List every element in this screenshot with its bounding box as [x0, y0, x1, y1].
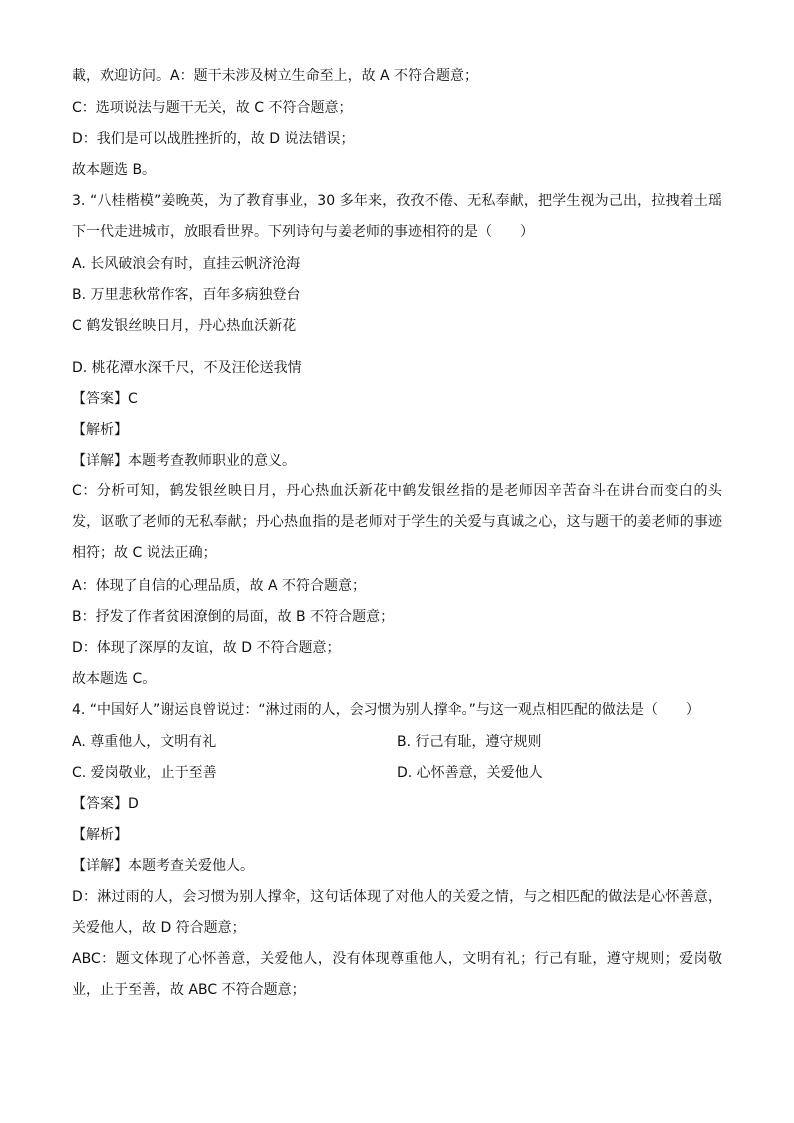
- question-3-detail: 【详解】本题考查教师职业的意义。: [72, 453, 296, 469]
- question-4-detail: 【详解】本题考查关爱他人。: [72, 858, 254, 874]
- text-line: C：选项说法与题干无关，故 C 不符合题意；: [72, 100, 353, 116]
- question-4-stem: 4. “中国好人”谢运良曾说过：“淋过雨的人，会习惯为别人撑伞。”与这一观点相匹配的做法是（ ）: [72, 702, 700, 718]
- text-line: D：我们是可以战胜挫折的，故 D 说法错误；: [72, 131, 355, 147]
- question-3-answer: 【答案】C: [72, 391, 138, 407]
- text-line: 故本题选 B。: [72, 162, 157, 178]
- question-3-option-c: C 鹤发银丝映日月，丹心热血沃新花: [72, 318, 297, 334]
- question-4-option-d: D. 心怀善意，关爱他人: [397, 765, 543, 781]
- question-3-option-d: D. 桃花潭水深千尺，不及汪伦送我情: [72, 360, 302, 376]
- question-3-stem: 3. “八桂楷模”姜晚英，为了教育事业，30 多年来，孜孜不倦、无私奉献，把学生视为己出，拉拽着土瑶下一代走进城市，放眼看世界。下列诗句与姜老师的事迹相符的是（ ）: [72, 193, 722, 240]
- question-4-option-b: B. 行己有耻，遵守规则: [397, 734, 542, 750]
- question-4-option-a: A. 尊重他人，文明有礼: [72, 734, 217, 750]
- question-3-a-explanation: A：体现了自信的心理品质，故 A 不符合题意；: [72, 578, 367, 594]
- question-4-abc-explanation: ABC：题文体现了心怀善意，关爱他人，没有体现尊重他人，文明有礼；行己有耻，遵守规则；爱岗敬业，止于至善，故 ABC 不符合题意；: [72, 951, 722, 998]
- question-4-answer: 【答案】D: [72, 796, 139, 812]
- text-line: 載，欢迎访问。A：题干未涉及树立生命至上，故 A 不符合题意；: [72, 68, 479, 84]
- question-3-analysis-heading: 【解析】: [72, 422, 128, 438]
- question-4-analysis-heading: 【解析】: [72, 827, 128, 843]
- question-3-b-explanation: B：抒发了作者贫困潦倒的局面，故 B 不符合题意；: [72, 609, 395, 625]
- question-3-option-a: A. 长风破浪会有时，直挂云帆济沧海: [72, 256, 301, 272]
- question-4-options-row-1: [72, 732, 732, 752]
- question-3-d-explanation: D：体现了深厚的友谊，故 D 不符合题意；: [72, 640, 341, 656]
- question-3-c-explanation: C：分析可知，鹤发银丝映日月，丹心热血沃新花中鹤发银丝指的是老师因辛苦奋斗在讲台而变白的头发，讴歌了老师的无私奉献；丹心热血指的是老师对于学生的关爱与真诚之心，这与题干的姜老师的事迹相符；故 C 说法正确；: [72, 483, 722, 561]
- question-4-options-row-2: [72, 763, 732, 783]
- question-3-option-b: B. 万里悲秋常作客，百年多病独登台: [72, 287, 301, 303]
- question-3-conclusion: 故本题选 C。: [72, 671, 157, 687]
- question-4-d-explanation: D：淋过雨的人，会习惯为别人撑伞，这句话体现了对他人的关爱之情，与之相匹配的做法是心怀善意，关爱他人，故 D 符合题意；: [72, 889, 722, 936]
- question-4-option-c: C. 爱岗敬业，止于至善: [72, 765, 217, 781]
